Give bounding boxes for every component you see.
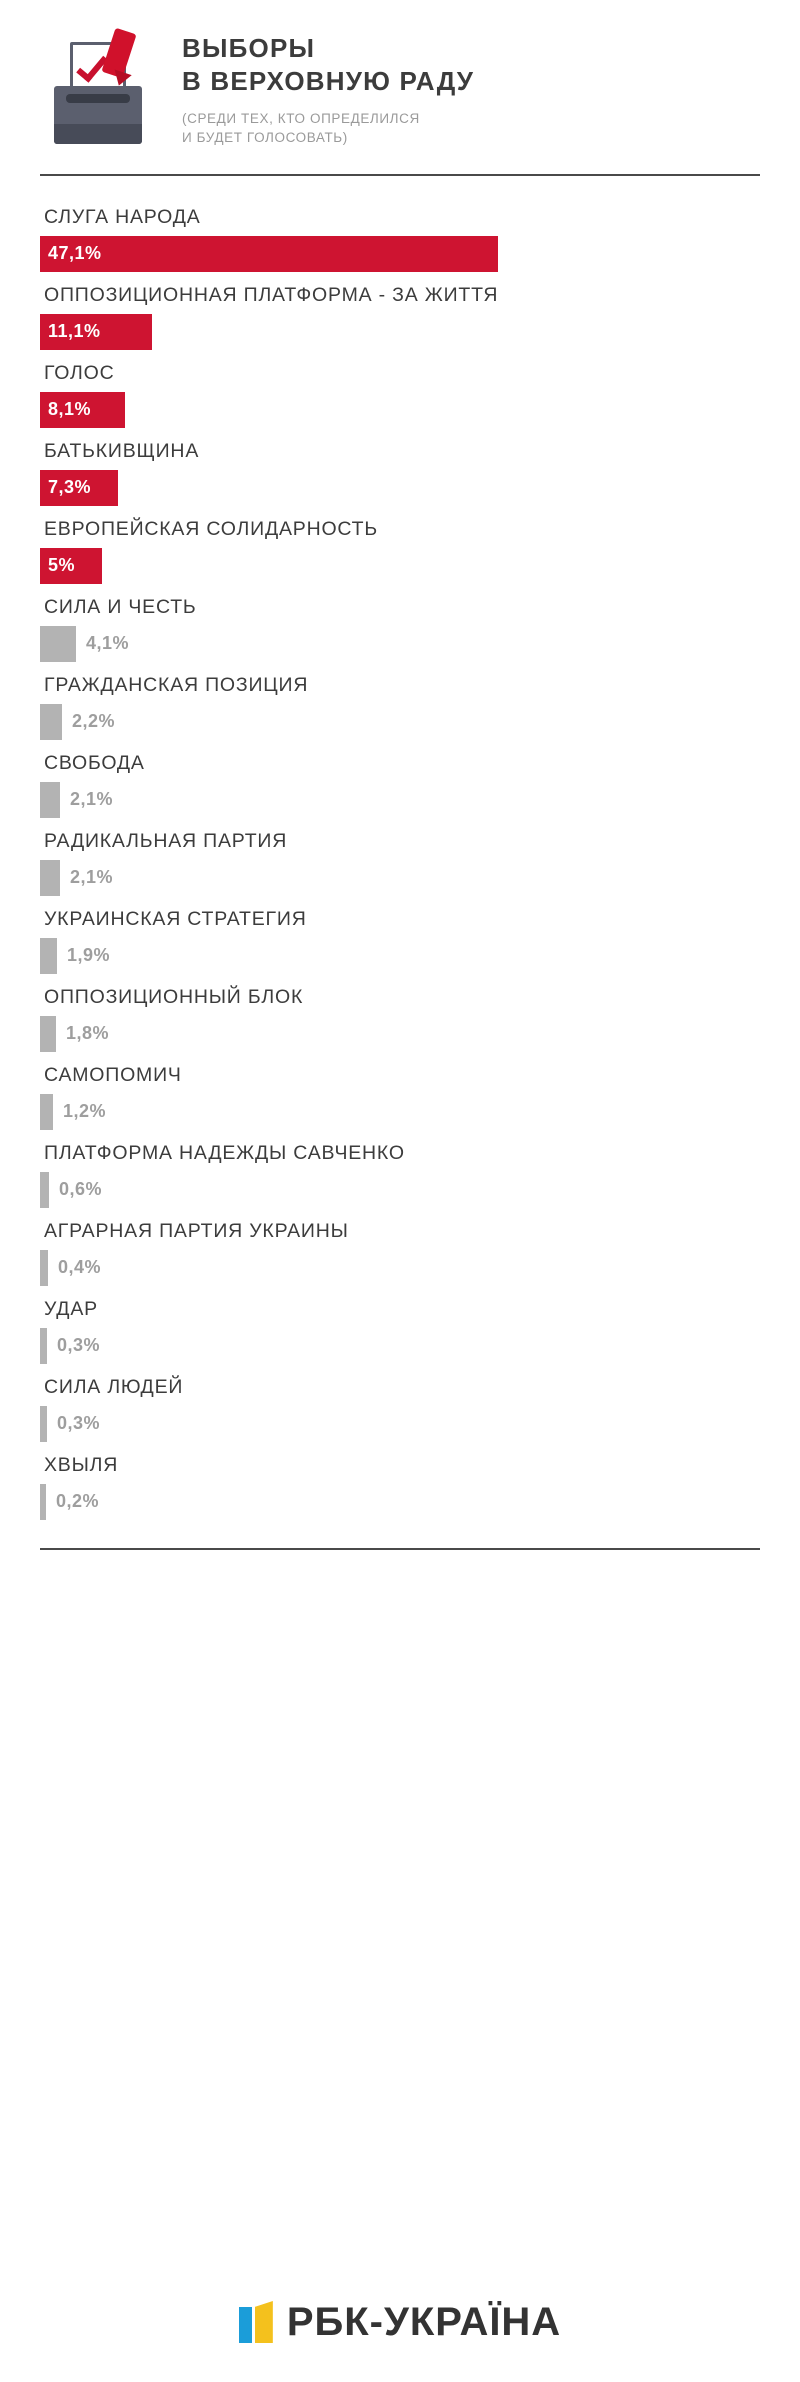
bar-value: 0,6% (59, 1179, 103, 1200)
ballot-box-slot (66, 94, 130, 103)
bar-track (40, 1016, 760, 1052)
bar-value: 0,3% (57, 1413, 101, 1434)
bar (40, 938, 57, 974)
bar-track (40, 1406, 760, 1442)
header (40, 0, 760, 174)
bar (40, 1406, 47, 1442)
chart-row (40, 584, 760, 662)
bar (40, 782, 60, 818)
bar (40, 470, 118, 506)
bar (40, 314, 152, 350)
bar-value: 47,1% (48, 243, 102, 264)
bar (40, 236, 498, 272)
chart-row (40, 1364, 760, 1442)
bar (40, 548, 102, 584)
bar-value: 2,2% (72, 711, 116, 732)
bar-track (40, 314, 760, 350)
bar-label: ОППОЗИЦИОННЫЙ БЛОК (44, 985, 304, 1008)
bar (40, 1016, 56, 1052)
chart-row (40, 428, 760, 506)
bar-chart (40, 176, 760, 1520)
chart-row (40, 350, 760, 428)
bar-label: ХВЫЛЯ (44, 1453, 119, 1476)
bar-label: БАТЬКИВЩИНА (44, 439, 200, 462)
bar-track (40, 938, 760, 974)
bar-track (40, 626, 760, 662)
chart-row (40, 896, 760, 974)
ballot-box-base (54, 124, 142, 144)
chart-row (40, 1286, 760, 1364)
chart-row (40, 1130, 760, 1208)
bar-value: 0,2% (56, 1491, 100, 1512)
page-title-line-2: В ВЕРХОВНУЮ РАДУ (182, 66, 475, 97)
bar-label: СЛУГА НАРОДА (44, 205, 201, 228)
page-title-line-1: ВЫБОРЫ (182, 33, 316, 63)
chart-row (40, 1052, 760, 1130)
bar-track (40, 704, 760, 740)
bar-value: 4,1% (86, 633, 130, 654)
bar-track (40, 236, 760, 272)
chart-row (40, 272, 760, 350)
bar-label: УДАР (44, 1297, 98, 1320)
bar-value: 2,1% (70, 867, 114, 888)
bar-track (40, 1172, 760, 1208)
divider-bottom (40, 1548, 760, 1550)
chart-row (40, 662, 760, 740)
brand-name: РБК-УКРАЇНА (286, 2299, 562, 2344)
bar-label: ГОЛОС (44, 361, 115, 384)
bar (40, 860, 60, 896)
bar-label: УКРАИНСКАЯ СТРАТЕГИЯ (44, 907, 307, 930)
bar (40, 392, 125, 428)
bar-track (40, 548, 760, 584)
bar-track (40, 1250, 760, 1286)
bar-label: РАДИКАЛЬНАЯ ПАРТИЯ (44, 829, 288, 852)
bar-value: 1,8% (66, 1023, 110, 1044)
bar-label: ПЛАТФОРМА НАДЕЖДЫ САВЧЕНКО (44, 1141, 405, 1164)
bar (40, 1172, 49, 1208)
bar-value: 5% (48, 555, 76, 576)
logo-yellow-shape (255, 2301, 273, 2343)
bar-value: 8,1% (48, 399, 92, 420)
footer (0, 2262, 800, 2382)
chart-row (40, 974, 760, 1052)
bar (40, 1250, 48, 1286)
bar-label: СИЛА ЛЮДЕЙ (44, 1375, 184, 1398)
bar-label: АГРАРНАЯ ПАРТИЯ УКРАИНЫ (44, 1219, 349, 1242)
bar-label: ЕВРОПЕЙСКАЯ СОЛИДАРНОСТЬ (44, 517, 378, 540)
bar-value: 0,3% (57, 1335, 101, 1356)
chart-row (40, 740, 760, 818)
bar-label: СИЛА И ЧЕСТЬ (44, 595, 197, 618)
chart-row (40, 1442, 760, 1520)
bar-label: САМОПОМИЧ (44, 1063, 182, 1086)
bar-track (40, 1094, 760, 1130)
bar-track (40, 860, 760, 896)
bar-value: 1,2% (63, 1101, 107, 1122)
bar-label: ГРАЖДАНСКАЯ ПОЗИЦИЯ (44, 673, 309, 696)
logo-blue-bar (239, 2307, 252, 2343)
subtitle-line-2: И БУДЕТ ГОЛОСОВАТЬ) (182, 130, 348, 146)
chart-row (40, 1208, 760, 1286)
subtitle (182, 109, 474, 148)
rbc-ukraine-logo-icon (239, 2301, 273, 2343)
chart-row (40, 818, 760, 896)
bar-track (40, 1484, 760, 1520)
ballot-box-icon (46, 24, 154, 144)
bar-value: 1,9% (67, 945, 111, 966)
bar-label: СВОБОДА (44, 751, 145, 774)
bar-value: 11,1% (48, 321, 101, 342)
chart-row (40, 506, 760, 584)
bar-track (40, 782, 760, 818)
bar-track (40, 392, 760, 428)
bar-label: ОППОЗИЦИОННАЯ ПЛАТФОРМА - ЗА ЖИТТЯ (44, 283, 499, 306)
title-block (154, 22, 474, 148)
bar (40, 1094, 53, 1130)
subtitle-line-1: (СРЕДИ ТЕХ, КТО ОПРЕДЕЛИЛСЯ (182, 110, 420, 126)
bar-value: 0,4% (58, 1257, 102, 1278)
bar-track (40, 470, 760, 506)
bar-value: 7,3% (48, 477, 92, 498)
bar (40, 704, 62, 740)
bar (40, 1328, 47, 1364)
bar-track (40, 1328, 760, 1364)
bar (40, 626, 76, 662)
bar-value: 2,1% (70, 789, 114, 810)
chart-row (40, 194, 760, 272)
